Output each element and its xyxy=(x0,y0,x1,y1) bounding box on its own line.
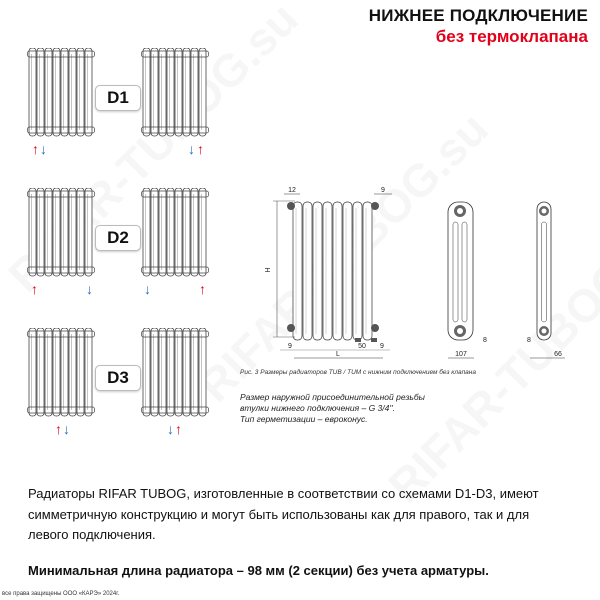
dimension-label: 66 xyxy=(554,351,562,358)
dimension-label: H xyxy=(265,267,272,273)
page-subtitle: без термоклапана xyxy=(435,27,588,46)
dimension-label: L xyxy=(336,351,340,358)
radiator-section xyxy=(293,202,302,340)
radiator-right-d3 xyxy=(141,328,209,420)
radiator-section xyxy=(175,48,182,136)
radiator-section xyxy=(159,188,166,276)
radiator-section xyxy=(183,328,190,416)
radiator-section xyxy=(191,48,198,136)
radiator-section xyxy=(151,188,158,276)
copyright-footer: все права защищены ООО «КАРЭ» 2024г. xyxy=(2,591,120,597)
radiator-section xyxy=(77,328,84,416)
radiator-section xyxy=(29,188,36,276)
dimension-label: 8 xyxy=(483,337,487,344)
return-arrow-down-icon: ↓ xyxy=(40,141,47,157)
radiator-section xyxy=(353,202,362,340)
radiator-section xyxy=(343,202,352,340)
radiator-section xyxy=(167,188,174,276)
plug-icon xyxy=(371,202,379,210)
radiator-section xyxy=(37,188,44,276)
radiator-section xyxy=(143,188,150,276)
radiator-right-d2 xyxy=(141,188,209,280)
radiator-section xyxy=(183,188,190,276)
radiator-section xyxy=(69,188,76,276)
radiator-section xyxy=(53,188,60,276)
supply-arrow-up-icon: ↑ xyxy=(197,141,204,157)
radiator-section xyxy=(77,188,84,276)
radiator-section xyxy=(37,328,44,416)
side-view-2-column xyxy=(537,202,551,340)
radiator-right-d1 xyxy=(141,48,209,140)
radiator-section xyxy=(159,48,166,136)
radiator-section xyxy=(29,328,36,416)
radiator-section xyxy=(85,48,92,136)
return-arrow-down-icon: ↓ xyxy=(63,421,70,437)
min-length-text: Минимальная длина радиатора – 98 мм (2 секции) без учета арматуры. xyxy=(28,563,489,578)
supply-arrow-up-icon: ↑ xyxy=(175,421,182,437)
radiator-left-d3 xyxy=(27,328,95,420)
radiator-section xyxy=(175,328,182,416)
radiator-section xyxy=(45,328,52,416)
radiator-section xyxy=(191,328,198,416)
radiator-section xyxy=(333,202,342,340)
radiator-section xyxy=(199,328,206,416)
plug-icon xyxy=(371,324,379,332)
radiator-section xyxy=(53,328,60,416)
dimension-label: 8 xyxy=(527,337,531,344)
side-view-3-column xyxy=(448,202,473,340)
scheme-label: D2 xyxy=(95,225,141,251)
return-arrow-down-icon: ↓ xyxy=(167,421,174,437)
dimension-label: 50 xyxy=(358,343,366,350)
scheme-label: D3 xyxy=(95,365,141,391)
scheme-label: D1 xyxy=(95,85,141,111)
radiator-section xyxy=(143,328,150,416)
radiator-section xyxy=(61,188,68,276)
dimension-label: 9 xyxy=(381,187,385,194)
radiator-section xyxy=(183,48,190,136)
note-line: Размер наружной присоединительной резьбы xyxy=(240,392,425,402)
radiator-section xyxy=(29,48,36,136)
supply-arrow-up-icon: ↑ xyxy=(32,141,39,157)
supply-arrow-up-icon: ↑ xyxy=(31,281,38,297)
radiator-section xyxy=(151,328,158,416)
radiator-left-d2 xyxy=(27,188,95,280)
return-arrow-down-icon: ↓ xyxy=(188,141,195,157)
radiator-section xyxy=(159,328,166,416)
radiator-left-d1 xyxy=(27,48,95,140)
radiator-section xyxy=(69,48,76,136)
radiator-section xyxy=(191,188,198,276)
radiator-section xyxy=(143,48,150,136)
radiator-section xyxy=(85,328,92,416)
dimension-label: 9 xyxy=(380,343,384,350)
page-title: НИЖНЕЕ ПОДКЛЮЧЕНИЕ xyxy=(368,6,588,25)
return-arrow-down-icon: ↓ xyxy=(144,281,151,297)
dimension-label: 12 xyxy=(288,187,296,194)
radiator-section xyxy=(199,188,206,276)
radiator-section xyxy=(37,48,44,136)
radiator-section xyxy=(61,328,68,416)
radiator-section xyxy=(175,188,182,276)
radiator-section xyxy=(45,48,52,136)
plug-icon xyxy=(287,202,295,210)
radiator-section xyxy=(45,188,52,276)
radiator-section xyxy=(313,202,322,340)
description-text: Радиаторы RIFAR TUBOG, изготовленные в соответствии со схемами D1-D3, имеют симметричную конструкцию и могут быть использованы как для правого, так и для левого подключения. xyxy=(28,486,539,542)
supply-arrow-up-icon: ↑ xyxy=(199,281,206,297)
radiator-section xyxy=(85,188,92,276)
radiator-section xyxy=(151,48,158,136)
radiator-section xyxy=(77,48,84,136)
radiator-section xyxy=(69,328,76,416)
radiator-section xyxy=(323,202,332,340)
figure-caption: Рис. 3 Размеры радиаторов TUB / TUM с нижним подключением без клапана xyxy=(240,369,476,376)
radiator-section xyxy=(53,48,60,136)
dimension-drawing xyxy=(240,180,600,365)
radiator-section xyxy=(199,48,206,136)
radiator-section xyxy=(167,48,174,136)
supply-arrow-up-icon: ↑ xyxy=(55,421,62,437)
dimension-label: 9 xyxy=(288,343,292,350)
note-line: Тип герметизации – евроконус. xyxy=(240,414,368,424)
radiator-section xyxy=(167,328,174,416)
thread-notes xyxy=(240,392,425,425)
dimension-label: 107 xyxy=(455,351,467,358)
radiator-section xyxy=(303,202,312,340)
note-line: втулки нижнего подключения – G 3/4''. xyxy=(240,403,395,413)
radiator-section xyxy=(61,48,68,136)
radiator-section xyxy=(363,202,372,340)
return-arrow-down-icon: ↓ xyxy=(86,281,93,297)
plug-icon xyxy=(287,324,295,332)
